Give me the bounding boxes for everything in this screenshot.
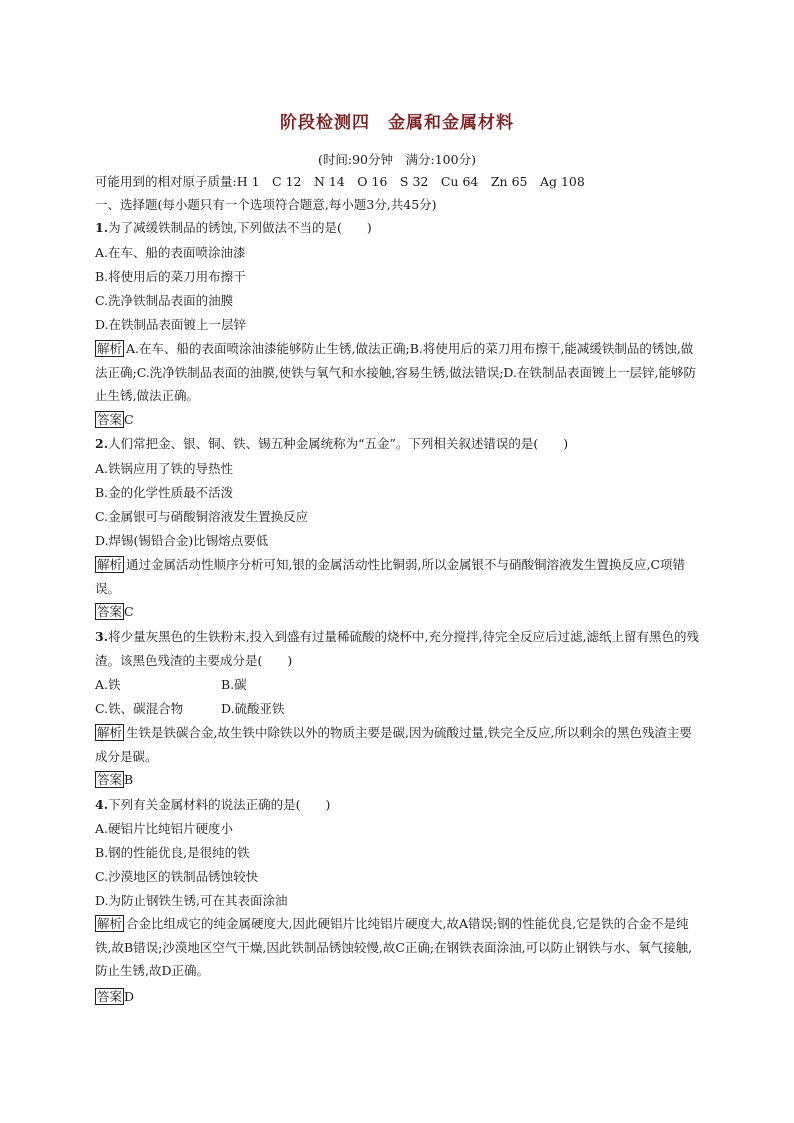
question-number: 4.	[95, 797, 109, 812]
analysis-label: 解析	[97, 916, 123, 931]
question-number: 1.	[95, 220, 109, 235]
question-4-option-b: B.钢的性能优良,是很纯的铁	[95, 845, 250, 860]
answer-value: C	[124, 604, 134, 619]
exam-time-score: (时间:90分钟 满分:100分)	[318, 152, 476, 167]
question-2-option-b: B.金的化学性质最不活泼	[95, 485, 234, 500]
question-text: 下列有关金属材料的说法正确的是( )	[108, 797, 331, 812]
question-3-options-row-2	[95, 699, 715, 719]
question-text: 为了减缓铁制品的锈蚀,下列做法不当的是( )	[108, 220, 372, 235]
analysis-text: 通过金属活动性顺序分析可知,银的金属活动性比铜弱,所以金属银不与硝酸铜溶液发生置换反应,C项错误。	[95, 557, 686, 596]
option-b: B.碳	[221, 677, 247, 692]
analysis-text: A.在车、船的表面喷涂油漆能够防止生锈,做法正确;B.将使用后的菜刀用布擦干,能减缓铁制品的锈蚀,做法正确;C.洗净铁制品表面的油膜,使铁与氧气和水接触,容易生锈,做法错误;D.在铁制品表面镀上一层锌,能够防止生锈,做法正确。	[95, 341, 696, 403]
question-number: 3.	[95, 629, 109, 644]
answer-value: D	[124, 989, 135, 1004]
question-3-answer	[95, 771, 133, 789]
question-3-analysis	[95, 721, 699, 768]
question-number: 2.	[95, 436, 109, 451]
answer-value: C	[124, 412, 134, 427]
analysis-label: 解析	[97, 725, 123, 740]
question-2-stem	[95, 434, 715, 454]
answer-label: 答案	[97, 989, 123, 1004]
question-4-analysis	[95, 912, 699, 983]
analysis-text: 生铁是铁碳合金,故生铁中除铁以外的物质主要是碳,因为硫酸过量,铁完全反应,所以剩余的黑色残渣主要成分是碳。	[95, 725, 692, 764]
question-1-answer	[95, 411, 134, 429]
question-1-option-c: C.洗净铁制品表面的油膜	[95, 293, 234, 308]
question-2-option-d: D.焊锡(锡铅合金)比锡熔点要低	[95, 533, 269, 548]
question-1-option-d: D.在铁制品表面镀上一层锌	[95, 317, 247, 332]
option-c: C.铁、碳混合物	[95, 701, 184, 716]
question-4-answer	[95, 988, 134, 1006]
question-2-answer	[95, 603, 134, 621]
question-3-stem	[95, 625, 699, 672]
question-1-stem	[95, 218, 715, 238]
option-d: D.硫酸亚铁	[221, 701, 285, 716]
section-heading: 一、选择题(每小题只有一个选项符合题意,每小题3分,共45分)	[95, 197, 437, 212]
question-4-option-a: A.硬铝片比纯铝片硬度小	[95, 821, 234, 836]
question-3-options-row-1	[95, 675, 715, 695]
option-a: A.铁	[95, 677, 121, 692]
answer-label: 答案	[97, 412, 123, 427]
question-text: 人们常把金、银、铜、铁、锡五种金属统称为“五金”。下列相关叙述错误的是( )	[108, 436, 569, 451]
answer-label: 答案	[97, 772, 123, 787]
question-text: 将少量灰黑色的生铁粉末,投入到盛有过量稀硫酸的烧杯中,充分搅拌,待完全反应后过滤,滤纸上留有黑色的残渣。该黑色残渣的主要成分是( )	[95, 629, 699, 668]
answer-value: B	[124, 772, 134, 787]
question-1-option-a: A.在车、船的表面喷涂油漆	[95, 245, 246, 260]
question-4-option-c: C.沙漠地区的铁制品锈蚀较快	[95, 869, 259, 884]
question-1-option-b: B.将使用后的菜刀用布擦干	[95, 269, 246, 284]
question-2-option-a: A.铁锅应用了铁的导热性	[95, 461, 234, 476]
question-2-option-c: C.金属银可与硝酸铜溶液发生置换反应	[95, 509, 309, 524]
question-4-stem	[95, 795, 715, 815]
analysis-text: 合金比组成它的纯金属硬度大,因此硬铝片比纯铝片硬度大,故A错误;钢的性能优良,它是铁的合金不是纯铁,故B错误;沙漠地区空气干燥,因此铁制品锈蚀较慢,故C正确;在钢铁表面涂油,可以防止钢铁与水、氧气接触,防止生锈,故D正确。	[95, 916, 693, 978]
question-4-option-d: D.为防止钢铁生锈,可在其表面涂油	[95, 893, 288, 908]
question-2-analysis	[95, 553, 699, 600]
answer-label: 答案	[97, 604, 123, 619]
analysis-label: 解析	[97, 557, 123, 572]
page-title: 阶段检测四 金属和金属材料	[280, 113, 514, 133]
atomic-masses: 可能用到的相对原子质量:H 1 C 12 N 14 O 16 S 32 Cu 64 Zn 65 Ag 108	[95, 174, 585, 189]
analysis-label: 解析	[97, 341, 123, 356]
question-1-analysis	[95, 337, 699, 408]
